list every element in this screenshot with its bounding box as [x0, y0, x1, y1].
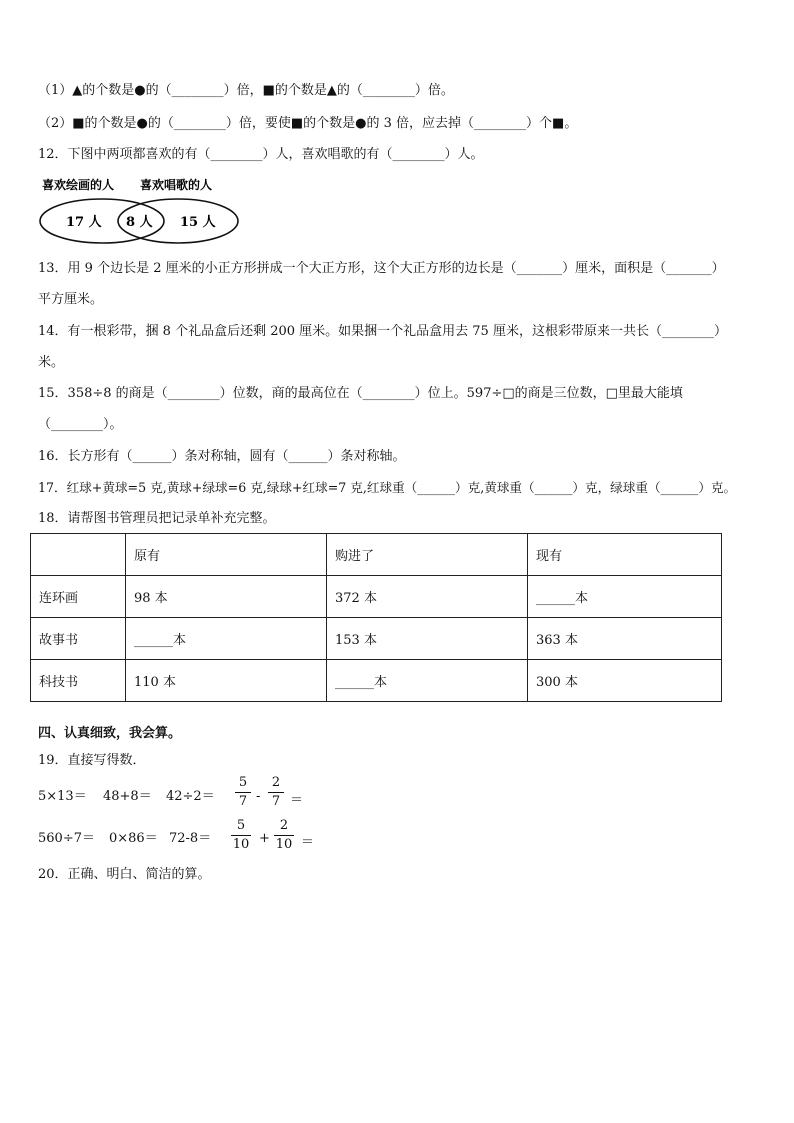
question-20: 20．正确、明白、简洁的算。	[38, 867, 211, 882]
question-16: 16．长方形有（______）条对称轴，圆有（______）条对称轴。	[38, 449, 406, 464]
table-cell: 科技书	[31, 660, 126, 702]
header-cell	[31, 534, 126, 576]
fraction	[231, 818, 251, 853]
table-cell: 153 本	[327, 618, 528, 660]
table-row	[31, 576, 722, 618]
calc-item: 42÷2＝	[166, 789, 215, 804]
calc-item: 72-8＝	[169, 831, 212, 846]
equals-sign: ＝	[301, 835, 315, 850]
denominator: 10	[275, 837, 293, 852]
fraction	[268, 775, 284, 810]
question-12: 12．下图中两项都喜欢的有（________）人，喜欢唱歌的有（________）人。	[38, 147, 484, 162]
fraction	[274, 818, 294, 853]
venn-both: 8 人	[126, 215, 153, 230]
table-row	[31, 618, 722, 660]
header-cell: 原有	[126, 534, 327, 576]
calc-item: 0×86＝	[109, 831, 158, 846]
table-cell: 98 本	[126, 576, 327, 618]
table-cell: ______本	[327, 660, 528, 702]
fraction-bar	[268, 792, 284, 793]
numerator: 2	[271, 775, 281, 790]
operator: +	[259, 831, 270, 846]
question-14-line-2: 米。	[38, 355, 65, 370]
fraction-bar	[235, 792, 251, 793]
question-11-part-1: （1）▲的个数是●的（________）倍，■的个数是▲的（________）倍。	[38, 83, 454, 98]
header-cell: 购进了	[327, 534, 528, 576]
fraction-bar	[274, 835, 294, 836]
denominator: 7	[271, 794, 281, 809]
numerator: 5	[236, 818, 246, 833]
venn-right-only: 15 人	[180, 215, 216, 230]
header-cell: 现有	[528, 534, 722, 576]
denominator: 7	[238, 794, 248, 809]
venn-right-label: 喜欢唱歌的人	[140, 178, 213, 192]
numerator: 5	[238, 775, 248, 790]
table-cell: 110 本	[126, 660, 327, 702]
table-cell: 故事书	[31, 618, 126, 660]
fraction-bar	[231, 835, 251, 836]
denominator: 10	[232, 837, 250, 852]
library-record-table	[30, 533, 722, 702]
table-cell: 连环画	[31, 576, 126, 618]
venn-left-label: 喜欢绘画的人	[42, 178, 115, 192]
calc-item: 5×13＝	[38, 789, 87, 804]
question-15-line-1: 15．358÷8 的商是（________）位数，商的最高位在（________）位上。597÷□的商是三位数，□里最大能填	[38, 386, 683, 401]
numerator: 2	[279, 818, 289, 833]
equals-sign: ＝	[290, 793, 304, 808]
question-19: 19．直接写得数．	[38, 753, 146, 768]
section-4-heading: 四、认真细致，我会算。	[38, 726, 182, 741]
operator: -	[256, 789, 261, 804]
table-row	[31, 660, 722, 702]
question-17: 17．红球+黄球=5 克,黄球+绿球=6 克,绿球+红球=7 克,红球重（______）克,黄球重（______）克，绿球重（______）克。	[38, 480, 737, 495]
question-14-line-1: 14．有一根彩带，捆 8 个礼品盒后还剩 200 厘米。如果捆一个礼品盒用去 75 厘米，这根彩带原来一共长（________）	[38, 324, 727, 339]
question-15-line-2: （________）。	[38, 417, 123, 432]
table-cell: 300 本	[528, 660, 722, 702]
table-cell: ______本	[528, 576, 722, 618]
table-header-row	[31, 534, 722, 576]
question-13-line-1: 13．用 9 个边长是 2 厘米的小正方形拼成一个大正方形，这个大正方形的边长是（_______）厘米，面积是（_______）	[38, 261, 725, 276]
venn-diagram	[38, 176, 248, 246]
fraction	[235, 775, 251, 810]
calc-item: 560÷7＝	[38, 831, 95, 846]
question-13-line-2: 平方厘米。	[38, 292, 104, 307]
table-cell: ______本	[126, 618, 327, 660]
venn-left-only: 17 人	[66, 215, 102, 230]
calc-item: 48+8＝	[103, 789, 152, 804]
table-cell: 372 本	[327, 576, 528, 618]
question-11-part-2: （2）■的个数是●的（________）倍，要使■的个数是●的 3 倍，应去掉（________）个■。	[38, 116, 578, 131]
table-cell: 363 本	[528, 618, 722, 660]
question-18: 18．请帮图书管理员把记录单补充完整。	[38, 511, 276, 526]
